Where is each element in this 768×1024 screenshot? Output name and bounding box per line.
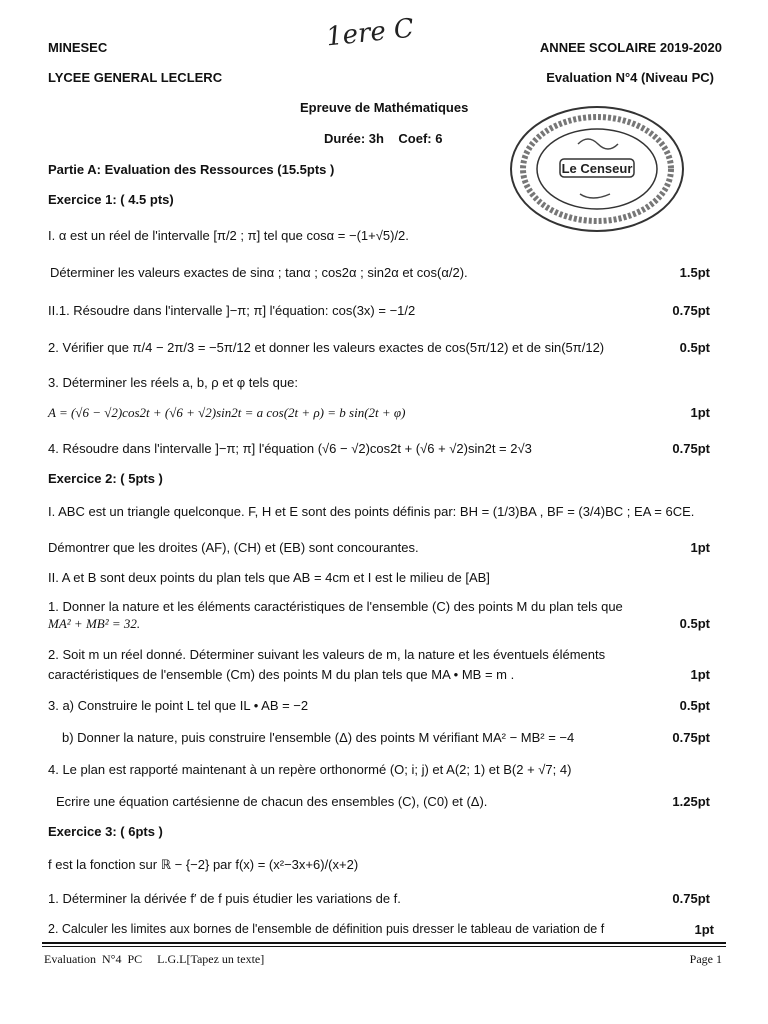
part-a-heading: Partie A: Evaluation des Ressources (15.5pts ) [48, 162, 335, 177]
ministry-label: MINESEC [48, 40, 108, 55]
duration-coef: Durée: 3h Coef: 6 [324, 131, 443, 146]
ex2-line-4b: MA² + MB² = 32. [48, 616, 141, 631]
ex2-line-5b: caractéristiques de l'ensemble (Cm) des points M du plan tels que MA • MB = m . [48, 667, 515, 682]
ex1-line-5: 3. Déterminer les réels a, b, ρ et φ tels que: [48, 375, 298, 390]
ex2-line-5-points: 1pt [690, 667, 710, 682]
ex2-line-1: I. ABC est un triangle quelconque. F, H et E sont des points définis par: BH = (1/3)BA , BF = (3/4)BC ; EA = 6CE. [48, 504, 695, 519]
footer-rule-thin [42, 946, 726, 947]
ex2-line-8: 4. Le plan est rapporté maintenant à un repère orthonormé (O; i; j) et A(2; 1) et B(2 + √7; 4) [48, 762, 572, 777]
ex1-formula: A = (√6 − √2)cos2t + (√6 + √2)sin2t = a cos(2t + ρ) = b sin(2t + φ) [48, 405, 406, 420]
ex1-formula-points: 1pt [690, 405, 710, 420]
ex2-line-4a: 1. Donner la nature et les éléments caractéristiques de l'ensemble (C) des points M du plan tels que [48, 599, 623, 614]
ex2-line-6: 3. a) Construire le point L tel que IL • AB = −2 [48, 698, 309, 713]
ex2-line-9: Ecrire une équation cartésienne de chacun des ensembles (C), (C0) et (Δ). [56, 794, 488, 809]
ex3-line-2-points: 0.75pt [672, 891, 710, 906]
ex3-line-3: 2. Calculer les limites aux bornes de l'ensemble de définition puis dresser le tableau de variation de f [48, 922, 605, 936]
ex2-line-7-points: 0.75pt [672, 730, 710, 745]
exercise-3-title: Exercice 3: ( 6pts ) [48, 824, 163, 839]
ex3-line-1: f est la fonction sur ℝ − {−2} par f(x) = (x²−3x+6)/(x+2) [48, 857, 359, 872]
ex2-line-2-points: 1pt [690, 540, 710, 555]
svg-text:Le Censeur: Le Censeur [561, 161, 633, 176]
ex2-line-6-points: 0.5pt [679, 698, 710, 713]
ex2-line-7: b) Donner la nature, puis construire l'ensemble (Δ) des points M vérifiant MA² − MB² = −4 [62, 730, 575, 745]
page-number: Page 1 [689, 952, 722, 966]
ex1-line-7-points: 0.75pt [672, 441, 710, 456]
footer-left: Evaluation N°4 PC L.G.L[Tapez un texte] [44, 952, 265, 966]
ex1-line-4: 2. Vérifier que π/4 − 2π/3 = −5π/12 et donner les valeurs exactes de cos(5π/12) et de sin(5π/12) [48, 340, 605, 355]
ex1-line-3-points: 0.75pt [672, 303, 710, 318]
exercise-1-title: Exercice 1: ( 4.5 pts) [48, 192, 174, 207]
ex1-line-4-points: 0.5pt [679, 340, 710, 355]
ex1-line-2: Déterminer les valeurs exactes de sinα ; tanα ; cos2α ; sin2α et cos(α/2). [50, 265, 468, 280]
school-year: ANNEE SCOLAIRE 2019-2020 [539, 40, 722, 55]
ex1-line-3: II.1. Résoudre dans l'intervalle ]−π; π] l'équation: cos(3x) = −1/2 [48, 303, 416, 318]
ex1-line-2-points: 1.5pt [679, 265, 710, 280]
evaluation-label: Evaluation N°4 (Niveau PC) [546, 70, 714, 85]
ex1-line-1: I. α est un réel de l'intervalle [π/2 ; π] tel que cosα = −(1+√5)/2. [48, 228, 409, 243]
ex2-line-3: II. A et B sont deux points du plan tels que AB = 4cm et I est le milieu de [AB] [48, 570, 490, 585]
ex1-line-7: 4. Résoudre dans l'intervalle ]−π; π] l'équation (√6 − √2)cos2t + (√6 + √2)sin2t = 2√3 [48, 441, 532, 456]
ex3-line-3-points: 1pt [694, 922, 714, 937]
ex2-line-2: Démontrer que les droites (AF), (CH) et (EB) sont concourantes. [48, 540, 419, 555]
ex2-line-5a: 2. Soit m un réel donné. Déterminer suivant les valeurs de m, la nature et les éventuels éléments [48, 647, 606, 662]
school-name: LYCEE GENERAL LECLERC [48, 70, 223, 85]
handwritten-class-note: 1ere C [324, 13, 416, 53]
school-stamp [508, 104, 686, 234]
exam-title: Epreuve de Mathématiques [300, 100, 469, 115]
ex2-line-4-points: 0.5pt [679, 616, 710, 631]
footer-rule [42, 942, 726, 944]
exercise-2-title: Exercice 2: ( 5pts ) [48, 471, 163, 486]
ex3-line-2: 1. Déterminer la dérivée f′ de f puis étudier les variations de f. [48, 891, 401, 906]
ex2-line-9-points: 1.25pt [672, 794, 710, 809]
